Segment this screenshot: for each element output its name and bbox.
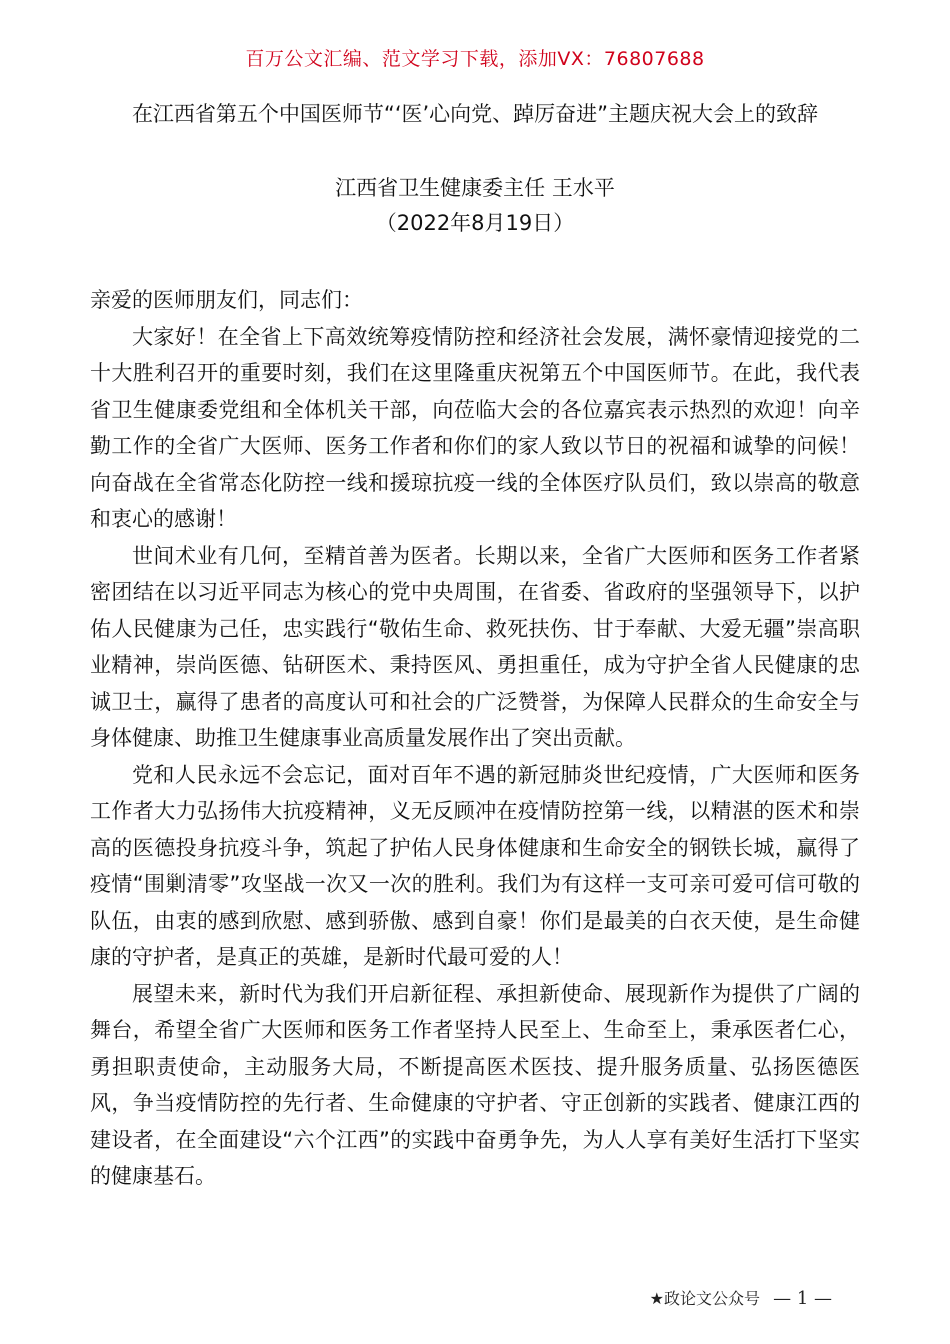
body-paragraph: 大家好！在全省上下高效统筹疫情防控和经济社会发展，满怀豪情迎接党的二十大胜利召开的重要时刻，我们在这里隆重庆祝第五个中国医师节。在此，我代表省卫生健康委党组和全体机关干部，向莅临大会的各位嘉宾表示热烈的欢迎！向辛勤工作的全省广大医师、医务工作者和你们的家人致以节日的祝福和诚挚的问候！向奋战在全省常态化防控一线和援琼抗疫一线的全体医疗队员们，致以崇高的敬意和衷心的感谢！ [90,324,860,531]
salutation: 亲爱的医师朋友们，同志们： [90,288,363,312]
page-number: — 1 — [773,1288,832,1309]
document-date: （2022年8月19日） [375,211,575,235]
document-author: 江西省卫生健康委主任 王水平 [335,176,615,200]
body-paragraph: 党和人民永远不会忘记，面对百年不遇的新冠肺炎世纪疫情，广大医师和医务工作者大力弘扬伟大抗疫精神，义无反顾冲在疫情防控第一线，以精湛的医术和崇高的医德投身抗疫斗争，筑起了护佑人民身体健康和生命安全的钢铁长城，赢得了疫情“围剿清零”攻坚战一次又一次的胜利。我们为有这样一支可亲可爱可信可敬的队伍，由衷的感到欣慰、感到骄傲、感到自豪！你们是最美的白衣天使，是生命健康的守护者，是真正的英雄，是新时代最可爱的人！ [90,762,860,969]
body-paragraph: 展望未来，新时代为我们开启新征程、承担新使命、展现新作为提供了广阔的舞台，希望全省广大医师和医务工作者坚持人民至上、生命至上，秉承医者仁心，勇担职责使命，主动服务大局，不断提高医术医技、提升服务质量、弘扬医德医风，争当疫情防控的先行者、生命健康的守护者、守正创新的实践者、健康江西的建设者，在全面建设“六个江西”的实践中奋勇争先，为人人享有美好生活打下坚实的健康基石。 [90,981,860,1188]
download-banner: 百万公文汇编、范文学习下载，添加VX：76807688 [245,48,705,70]
document-body [90,282,860,1195]
footer-source: ★政论文公众号 [649,1289,760,1308]
body-paragraph: 世间术业有几何，至精首善为医者。长期以来，全省广大医师和医务工作者紧密团结在以习近平同志为核心的党中央周围，在省委、省政府的坚强领导下，以护佑人民健康为己任，忠实践行“敬佑生命、救死扶伤、甘于奉献、大爱无疆”崇高职业精神，崇尚医德、钻研医术、秉持医风、勇担重任，成为守护全省人民健康的忠诚卫士，赢得了患者的高度认可和社会的广泛赞誉，为保障人民群众的生命安全与身体健康、助推卫生健康事业高质量发展作出了突出贡献。 [90,543,860,750]
document-title: 在江西省第五个中国医师节“‘医’心向党、踔厉奋进”主题庆祝大会上的致辞 [131,102,819,126]
page-footer [650,1286,832,1309]
